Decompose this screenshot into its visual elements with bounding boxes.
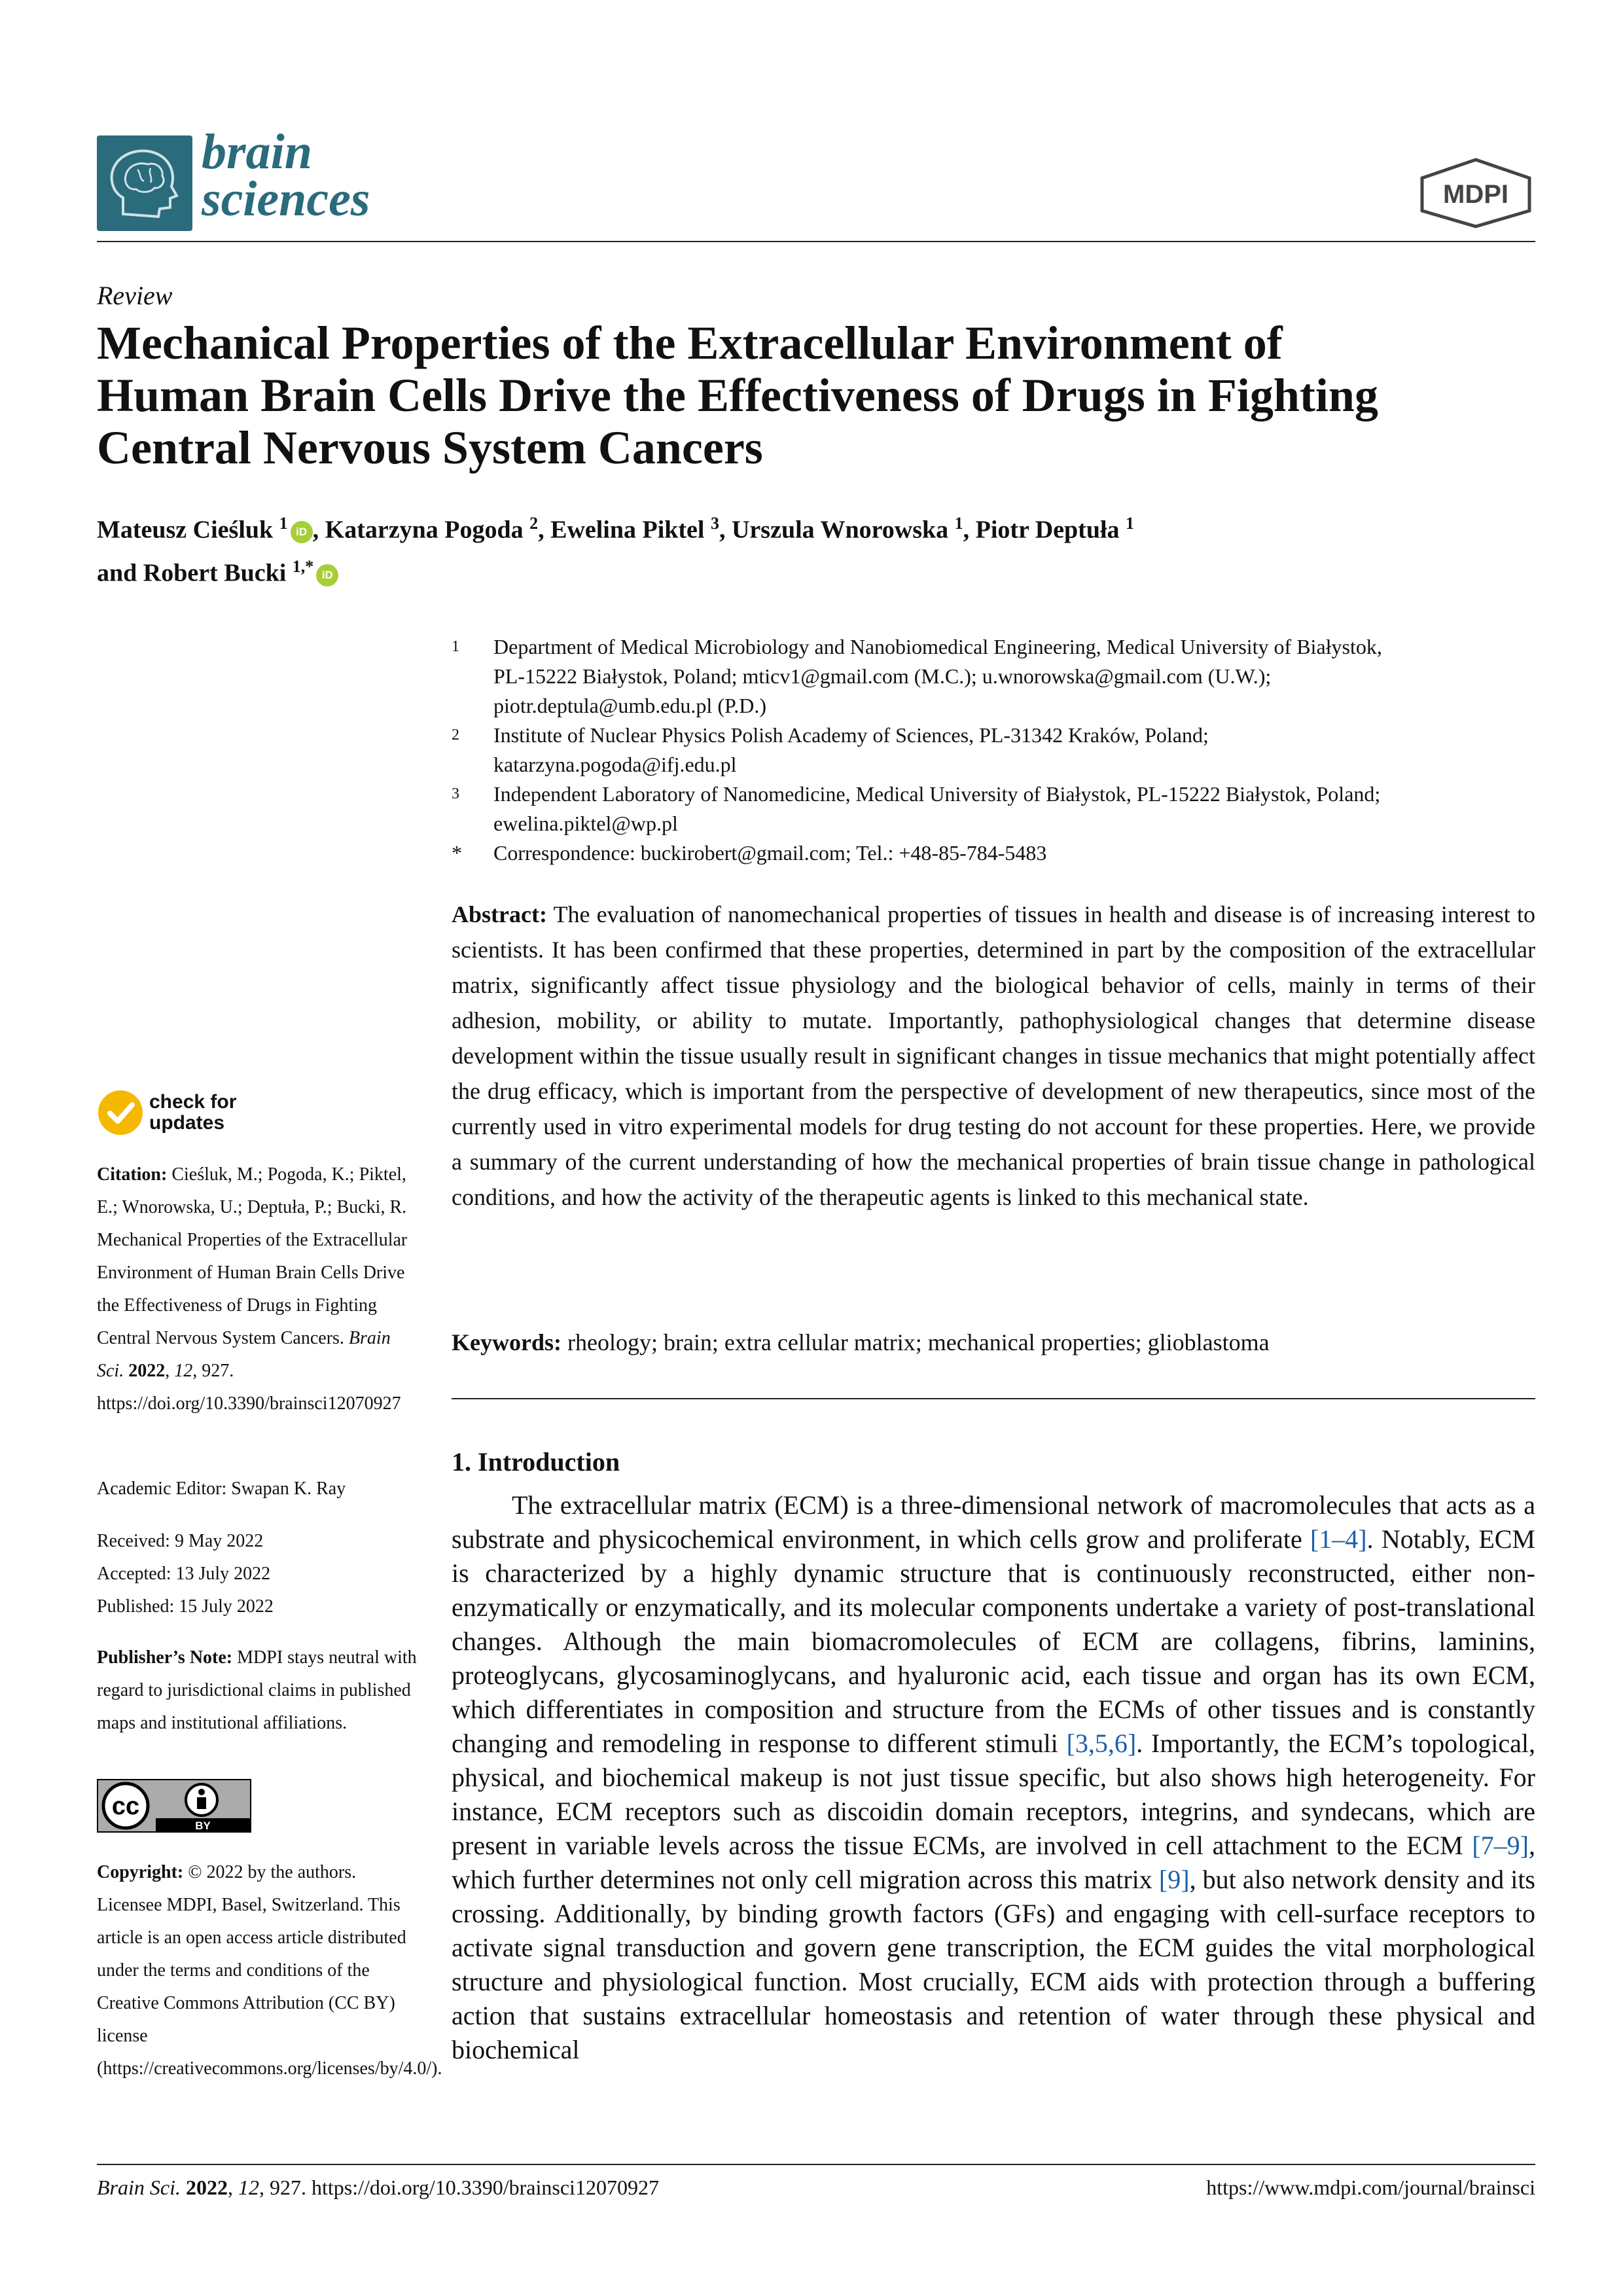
intro-paragraph <box>452 1488 1535 2067</box>
citation-volume: 12 <box>174 1361 193 1381</box>
copyright-block <box>97 1856 442 2085</box>
keywords-text: rheology; brain; extra cellular matrix; mechanical properties; glioblastoma <box>567 1329 1270 1355</box>
affiliation-number: 3 <box>452 785 459 802</box>
intro-text: , which further determines not only cell migration across this matrix <box>452 1831 1535 1894</box>
introduction-body <box>452 1488 1535 2067</box>
citation-link[interactable]: [9] <box>1158 1865 1190 1894</box>
affiliation-number: 2 <box>452 726 459 744</box>
citation-link[interactable]: [1–4] <box>1310 1524 1367 1554</box>
check-for-updates[interactable] <box>149 1092 236 1134</box>
keywords <box>452 1325 1535 1360</box>
by-text: BY <box>195 1820 211 1832</box>
check-line-1: check for <box>149 1091 237 1113</box>
author-name[interactable]: Urszula Wnorowska <box>731 516 949 544</box>
author-name[interactable]: Katarzyna Pogoda <box>325 516 524 544</box>
orcid-icon[interactable]: iD <box>291 521 313 543</box>
publisher-note-label: Publisher’s Note: <box>97 1647 233 1668</box>
author-sep: , <box>963 516 976 544</box>
affiliation-text: ewelina.piktel@wp.pl <box>493 812 678 835</box>
footer-year: 2022 <box>185 2176 228 2199</box>
intro-text: The extracellular matrix (ECM) is a three-dimensional network of macromolecules that acts as a substrate and physicochemical environment, in which cells grow and proliferate <box>452 1490 1535 1554</box>
affiliation-text: Institute of Nuclear Physics Polish Academy of Sciences, PL-31342 Kraków, Poland; <box>493 723 1209 747</box>
author-name[interactable]: Piotr Deptuła <box>975 516 1120 544</box>
intro-text: , but also network density and its crossing. Additionally, by binding growth factors (GFs) and engaging with cell-surface receptors to activate signal transduction and govern gene transcription, the ECM guides the vital morphological structure and physiological function. Most crucially, ECM aids with protection through a buffering action that sustains extracellular homeostasis and retention of water through these physical and biochemical <box>452 1865 1535 2064</box>
footer-citation: Brain Sci. 2022, 12, 927. https://doi.org/10.3390/brainsci12070927 <box>97 2176 659 2199</box>
received-date: Received: 9 May 2022 <box>97 1531 264 1551</box>
publisher-note <box>97 1641 418 1740</box>
footer-url[interactable]: https://www.mdpi.com/journal/brainsci <box>1206 2176 1535 2199</box>
affiliation-text: katarzyna.pogoda@ifj.edu.pl <box>493 753 737 776</box>
cc-by-badge[interactable] <box>97 1779 251 1833</box>
affiliation-number: 1 <box>452 638 459 655</box>
journal-name <box>202 124 370 226</box>
affil-sup: 2 <box>529 514 539 533</box>
author-name[interactable]: Mateusz Cieśluk <box>97 516 274 544</box>
check-for-updates-icon[interactable] <box>97 1089 144 1136</box>
affiliation-1 <box>452 632 1538 721</box>
footer-rule <box>97 2164 1535 2165</box>
affiliation-2 <box>452 721 1538 780</box>
intro-text: . Importantly, the ECM’s topological, physical, and biochemical makeup is not just tissue specific, but also shows high heterogeneity. For instance, ECM receptors such as discoidin domain receptors, integrins, and syndecans, which are present in variable levels across the tissue ECMs, are involved in cell attachment to the ECM <box>452 1729 1535 1860</box>
affiliation-text: PL-15222 Białystok, Poland; mticv1@gmail.com (M.C.); u.wnorowska@gmail.com (U.W.); <box>493 664 1272 688</box>
copyright-text: © 2022 by the authors. Licensee MDPI, Basel, Switzerland. This article is an open access article distributed under the terms and conditions of the Creative Commons Attribution (CC BY) license (https://creativecommons.org/licenses/by/4.0/). <box>97 1862 442 2079</box>
intro-text: . Notably, ECM is characterized by a highly dynamic structure that is continuously reconstructed, either non-enzymatically or enzymatically, and its molecular components undertake a variety of post-translational changes. Although the main biomacromolecules of ECM are collagens, fibrins, laminins, proteoglycans, glycosaminoglycans, and hyaluronic acid, each tissue and organ has its own ECM, which differentiates in composition and structure from the ECMs of other tissues and is constantly changing and remodeling in response to different stimuli <box>452 1524 1535 1758</box>
journal-name-line1: brain <box>202 124 312 179</box>
title-line-1: Mechanical Properties of the Extracellular Environment of <box>97 317 1283 369</box>
title-line-2: Human Brain Cells Drive the Effectiveness of Drugs in Fighting <box>97 369 1378 422</box>
published-date: Published: 15 July 2022 <box>97 1596 274 1617</box>
mdpi-logo-text: MDPI <box>1443 180 1508 209</box>
footer-doi[interactable]: , 927. https://doi.org/10.3390/brainsci12070927 <box>259 2176 659 2199</box>
brain-head-icon <box>97 135 192 231</box>
author-sep: , <box>719 516 732 544</box>
affil-sup: 1,* <box>292 556 314 576</box>
article-type: Review <box>97 281 173 310</box>
citation-year: 2022 <box>128 1361 166 1381</box>
header-rule <box>97 241 1535 242</box>
accepted-date: Accepted: 13 July 2022 <box>97 1564 271 1584</box>
journal-name-line2: sciences <box>202 171 370 226</box>
publisher-note-text: MDPI stays neutral with regard to jurisdictional claims in published maps and institutional affiliations. <box>97 1647 417 1733</box>
section-heading: 1. Introduction <box>452 1447 620 1477</box>
citation-label: Citation: <box>97 1164 168 1185</box>
copyright-label: Copyright: <box>97 1862 184 1882</box>
affil-sup: 1 <box>279 514 288 533</box>
cc-text: cc <box>111 1793 140 1820</box>
correspondence-text: Correspondence: buckirobert@gmail.com; Tel.: +48-85-784-5483 <box>493 841 1047 865</box>
check-line-2: updates <box>149 1112 225 1134</box>
author-line-1 <box>97 505 1537 548</box>
author-name[interactable]: and Robert Bucki <box>97 559 287 587</box>
affil-sup: 3 <box>710 514 719 533</box>
abstract-text: The evaluation of nanomechanical properties of tissues in health and disease is of increasing interest to scientists. It has been confirmed that these properties, determined in part by the composition of the extracellular matrix, significantly affect tissue physiology and the biological behavior of cells, mainly in terms of their adhesion, mobility, or ability to mutate. Importantly, pathophysiological changes that determine disease development within the tissue usually result in significant changes in tissue mechanics that might potentially affect the drug efficacy, which is important from the perspective of development of new therapeutics, since most of the currently used in vitro experimental models for drug testing do not account for these properties. Here, we provide a summary of the current understanding of how the mechanical properties of brain tissue change in pathological conditions, and how the activity of the therapeutic agents is linked to this mechanical state. <box>452 901 1535 1210</box>
citation-link[interactable]: [7–9] <box>1472 1831 1529 1860</box>
citation-journal: Brain Sci. <box>97 1328 391 1381</box>
affiliation-text: piotr.deptula@umb.edu.pl (P.D.) <box>493 694 766 717</box>
affil-sup: 1 <box>954 514 963 533</box>
author-sep: , <box>312 516 325 544</box>
abstract <box>452 897 1535 1215</box>
journal-logo <box>97 135 192 231</box>
footer-journal: Brain Sci. <box>97 2176 181 2199</box>
author-name[interactable]: Ewelina Piktel <box>550 516 705 544</box>
mdpi-logo <box>1417 157 1535 229</box>
affiliation-3 <box>452 780 1538 838</box>
abstract-label: Abstract: <box>452 901 547 927</box>
abstract-rule <box>452 1398 1535 1399</box>
citation-text: Cieśluk, M.; Pogoda, K.; Piktel, E.; Wnorowska, U.; Deptuła, P.; Bucki, R. Mechanical Properties of the Extracellular Environment of Human Brain Cells Drive the Effectiveness of Drugs in Fighting Central Nervous System Cancers. <box>97 1164 408 1348</box>
title-line-3: Central Nervous System Cancers <box>97 422 763 474</box>
footer-volume: 12 <box>238 2176 259 2199</box>
keywords-label: Keywords: <box>452 1329 562 1355</box>
author-list <box>97 505 1537 591</box>
correspondence <box>452 838 1538 868</box>
article-title <box>97 317 1537 474</box>
orcid-icon[interactable]: iD <box>316 564 338 586</box>
affil-sup: 1 <box>1126 514 1135 533</box>
citation-doi[interactable]: , 927. https://doi.org/10.3390/brainsci12070927 <box>97 1361 401 1414</box>
author-line-2 <box>97 548 1537 592</box>
academic-editor: Academic Editor: Swapan K. Ray <box>97 1479 346 1499</box>
affiliation-text: Department of Medical Microbiology and Nanobiomedical Engineering, Medical University of Białystok, <box>493 635 1382 658</box>
affiliation-text: Independent Laboratory of Nanomedicine, Medical University of Białystok, PL-15222 Białystok, Poland; <box>493 782 1381 806</box>
correspondence-marker: * <box>452 841 462 865</box>
citation-link[interactable]: [3,5,6] <box>1066 1729 1137 1758</box>
citation-block: Citation: Cieśluk, M.; Pogoda, K.; Piktel, E.; Wnorowska, U.; Deptuła, P.; Bucki, R. Mechanical Properties of the Extracellular Environment of Human Brain Cells Drive the Effectiveness of Drugs in Fighting Central Nervous System Cancers. Brain Sci. 2022, 12, 927. https://doi.org/10.3390/brainsci12070927 <box>97 1164 408 1414</box>
author-sep: , <box>538 516 551 544</box>
